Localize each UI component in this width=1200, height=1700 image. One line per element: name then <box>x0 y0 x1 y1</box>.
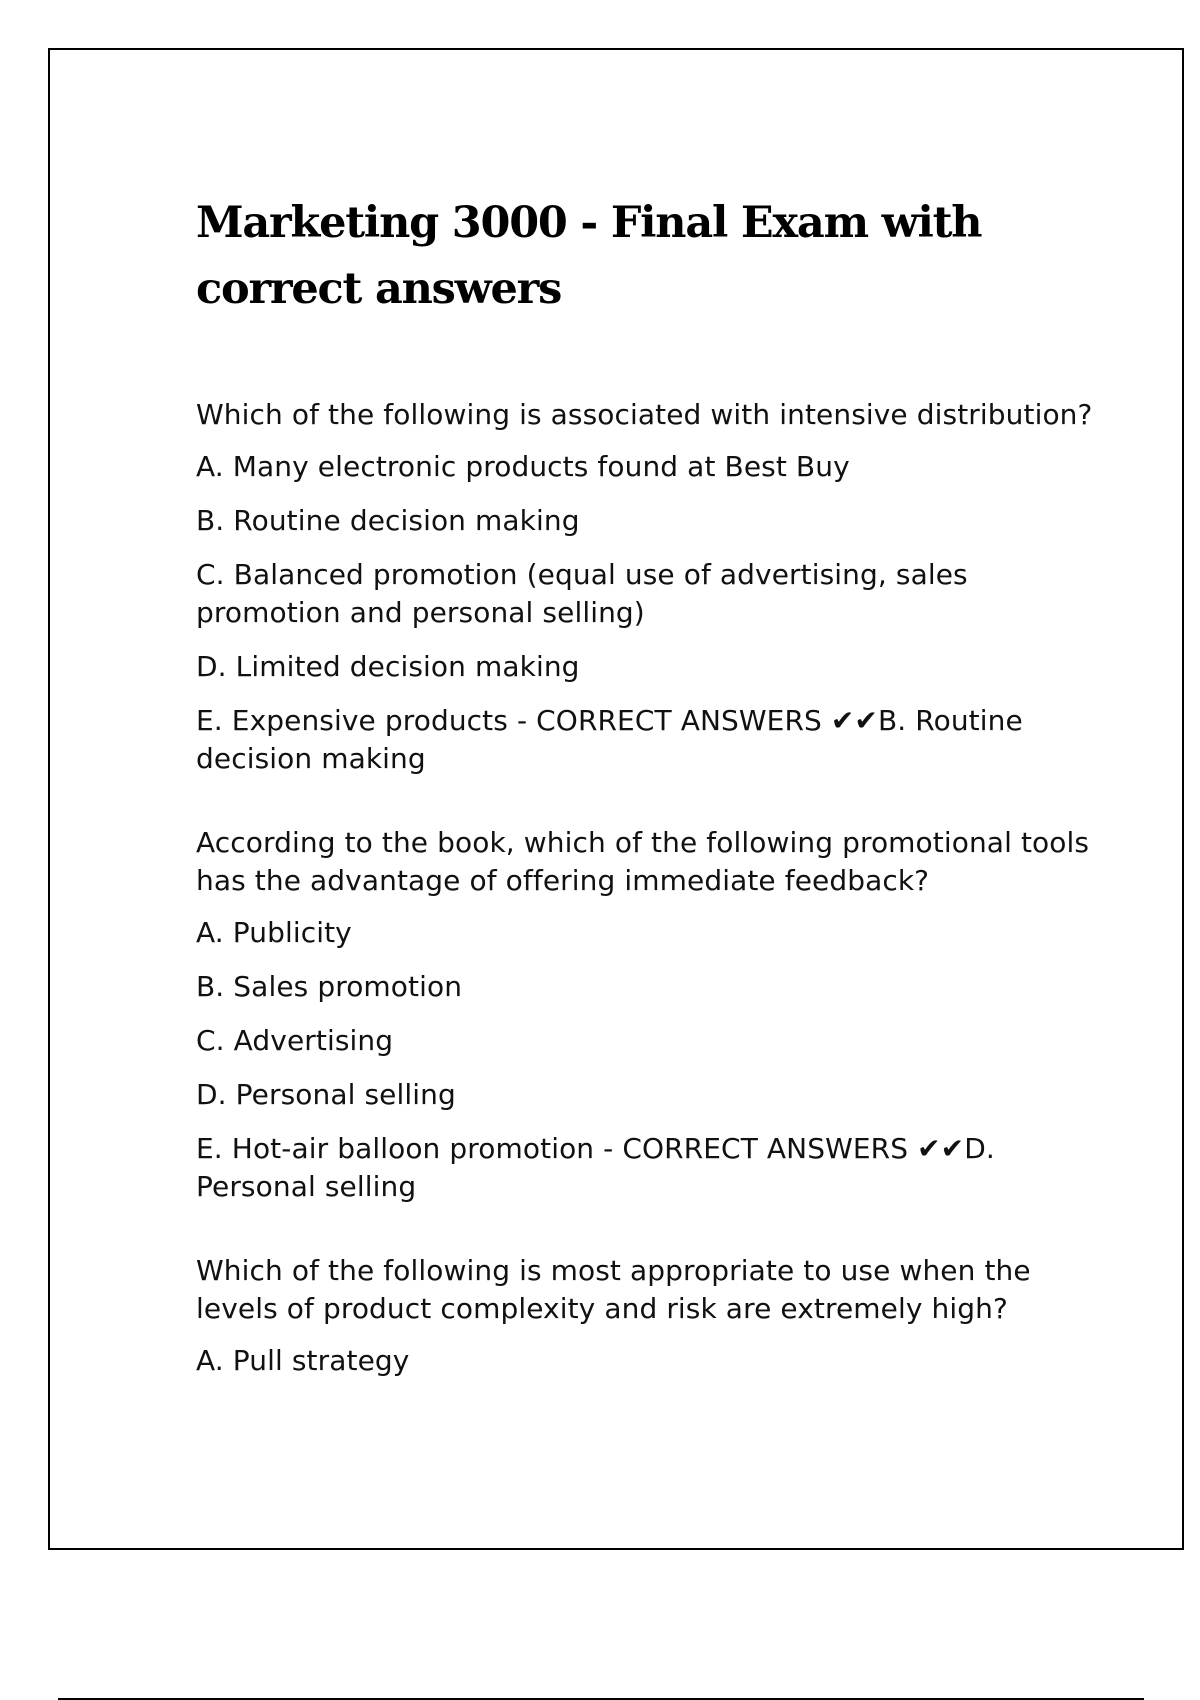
question-1 <box>196 396 1116 778</box>
answer-option-with-correct-answer: E. Hot-air balloon promotion - CORRECT ANSWERS ✔✔D. Personal selling <box>196 1132 995 1203</box>
answer-option: A. Many electronic products found at Best Buy <box>196 450 850 483</box>
answer-option-with-correct-answer: E. Expensive products - CORRECT ANSWERS ✔✔B. Routine decision making <box>196 704 1023 775</box>
question-text: Which of the following is most appropriate to use when the levels of product complexity and risk are extremely high? <box>196 1254 1031 1325</box>
answer-option: A. Publicity <box>196 916 352 949</box>
question-text: Which of the following is associated with intensive distribution? <box>196 398 1093 431</box>
question-2 <box>196 824 1116 1206</box>
answer-option: C. Balanced promotion (equal use of advertising, sales promotion and personal selling) <box>196 558 968 629</box>
answer-option: D. Limited decision making <box>196 650 580 683</box>
question-3 <box>196 1252 1116 1380</box>
answer-option: A. Pull strategy <box>196 1344 410 1377</box>
answer-option: B. Sales promotion <box>196 970 463 1003</box>
question-text: According to the book, which of the following promotional tools has the advantage of offering immediate feedback? <box>196 826 1090 897</box>
answer-option: C. Advertising <box>196 1024 394 1057</box>
answer-option: D. Personal selling <box>196 1078 456 1111</box>
page-frame <box>48 48 1184 1550</box>
answer-option: B. Routine decision making <box>196 504 580 537</box>
page-content <box>196 190 1116 1426</box>
page-title: Marketing 3000 - Final Exam with correct answers <box>196 198 982 314</box>
